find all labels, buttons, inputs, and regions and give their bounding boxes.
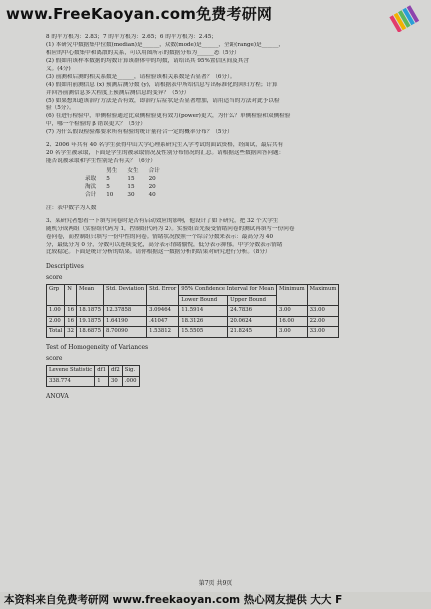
table-header-cell: 95% Confidence Interval for Mean <box>179 285 277 296</box>
table-header-cell: df2 <box>109 366 123 377</box>
q1-item: 并回答前测信息多大程度上预测后测信息的变异？（5分） <box>46 89 190 96</box>
table-row <box>47 316 339 327</box>
table-cell: 1 <box>95 376 109 387</box>
q1-item: 义。(4分) <box>46 65 71 72</box>
q1-item: (7) 为什么假设检验都要求所有检验的统计量符合一定的概率分布？（5分） <box>46 129 233 136</box>
table-header-cell: Grp <box>47 285 65 306</box>
table-header-row <box>47 366 140 377</box>
table-row <box>80 184 165 192</box>
table-header-cell: Std. Deviation <box>103 285 146 306</box>
q2-line: 20 名学生被录取，下面是学生的被录取情况及性别分布情况的汇总。请根据这些数据回答问题： <box>46 150 285 157</box>
table-cell: Total <box>47 327 65 338</box>
homogeneity-varname: score <box>46 354 63 362</box>
table-cell: 33.00 <box>307 327 339 338</box>
q1-block <box>46 42 418 137</box>
table-row <box>80 176 165 184</box>
table-header-cell: Levene Statistic <box>47 366 95 377</box>
admission-table <box>80 168 165 200</box>
table-header-cell: Sig. <box>122 366 139 377</box>
table-cell: 5 <box>106 183 110 190</box>
table-cell: 录取 <box>85 175 97 182</box>
q3-line: 比较稳定。下面是统计分析的结果。请你根据这一数据分析的结果对研究进行分析。（8分） <box>46 249 271 256</box>
table-row <box>80 192 165 200</box>
descriptives-table <box>46 284 339 338</box>
table-header-cell: 合计 <box>148 168 160 174</box>
table-cell: 22.00 <box>307 316 339 327</box>
table-cell: 合计 <box>85 191 97 198</box>
q1-item: 中，哪一个检验的 β 错误更大？（5分） <box>46 121 146 128</box>
q1-item: (5) 如果想知道该治疗方法是否有效，即治疗后症状是否显著增加，请用适当的方法对此予以检 <box>46 97 280 104</box>
table-header-row <box>80 168 165 176</box>
table-row <box>47 376 140 387</box>
q3-line: 3、某研究者想看一下填写问卷时是否有启动效应的影响，他设计了如下研究，把 32 个大学生 <box>46 217 279 224</box>
table-header-cell: Maximum <box>307 285 339 306</box>
table-header-row <box>47 285 339 296</box>
q3-line: 随机分成两组（实验组代码为 1，控制组代码为 2）。实验组首先接受情绪问卷的测试再填写一份问卷 <box>46 225 295 232</box>
table-cell: 18.3126 <box>179 316 228 327</box>
pretext: 8 的平方根为：2.83；7 的平方根为：2.65；6 的平方根为：2.45； <box>46 34 217 40</box>
table-cell: 11.5914 <box>179 306 228 317</box>
table-note: 注：表中数字为人数 <box>46 204 97 211</box>
table-cell: .000 <box>122 376 139 387</box>
table-header-cell: df1 <box>95 366 109 377</box>
table-cell: 淘汰 <box>85 183 97 190</box>
table-cell: 1.53812 <box>147 327 179 338</box>
table-cell: 40 <box>148 191 156 198</box>
table-header-cell: Upper Bound <box>228 295 277 306</box>
table-cell: 1.64190 <box>103 316 146 327</box>
table-cell: 16 <box>65 306 77 317</box>
q1-item: (2) 假如用该样本数据的均数计算该群体中的均数，请给出其 95%置信区间及其含 <box>46 57 249 64</box>
table-cell: 19.1875 <box>77 316 104 327</box>
table-cell: 3.00 <box>276 327 307 338</box>
table-cell: 21.8245 <box>228 327 277 338</box>
table-header-cell: Minimum <box>276 285 307 306</box>
table-header-cell <box>80 168 101 176</box>
table-cell: 18.6875 <box>77 327 104 338</box>
q1-item: (3) 前测和后测的相关系数是______，请检验该相关系数是否显著？（6分）。 <box>46 73 236 80</box>
table-cell: 32 <box>65 327 77 338</box>
page-number: 第7页 共9页 <box>198 580 233 587</box>
table-cell: 30 <box>109 376 123 387</box>
table-cell: 1.00 <box>47 306 65 317</box>
site-logo-icon <box>389 2 423 32</box>
table-row <box>47 327 339 338</box>
table-cell: 16 <box>65 316 77 327</box>
homogeneity-title: Test of Homogeneity of Variances <box>46 343 149 351</box>
q1-item: 验（5分）。 <box>46 105 75 112</box>
table-cell: 8.70090 <box>103 327 146 338</box>
q1-item: 相应的中心数集中和离散的关系，可以用图所示的数据分布为______态（5分） <box>46 49 240 56</box>
table-header-cell: Std. Error <box>147 285 179 306</box>
q3-block <box>46 218 418 258</box>
table-cell: 30 <box>127 191 135 198</box>
table-cell: 10 <box>106 191 114 198</box>
table-cell: 15 <box>127 175 135 182</box>
table-cell: 5 <box>106 175 110 182</box>
table-cell: 16.00 <box>276 316 307 327</box>
descriptives-title: Descriptives <box>46 263 84 271</box>
homogeneity-table <box>46 365 140 387</box>
table-header-cell: N <box>65 285 77 306</box>
table-cell: 3.00 <box>276 306 307 317</box>
q1-item: (6) 在进行检验中，单侧检验通过比双侧检验更有效力(power)更大，为什么？单侧检验和双侧检验 <box>46 113 291 120</box>
q3-line: 分，最低分为 0 分，分数可以连续变化，高分表示情绪愉悦，低分表示抑郁。中学分数表示情绪 <box>46 241 283 248</box>
anova-title: ANOVA <box>46 393 69 401</box>
table-cell: 12.37858 <box>103 306 146 317</box>
table-cell: 18.1875 <box>77 306 104 317</box>
table-cell: 338.774 <box>47 376 95 387</box>
table-cell: 20 <box>148 175 156 182</box>
table-cell: 2.00 <box>47 316 65 327</box>
q2-line: 2、2006 年共有 40 名学生获得中山大学心理系研究生入学考试的面试资格，经面试，最后共有 <box>46 142 284 149</box>
q2-line: 能否说被录取和学生性别是否有关？（6分） <box>46 158 156 165</box>
q3-line: 卷问卷，而控制组只填写一份中性的问卷。情绪状况按照一个综合分数来表示：最高分为 40 <box>46 233 274 240</box>
table-cell: 33.00 <box>307 306 339 317</box>
table-cell: 20.0624 <box>228 316 277 327</box>
table-cell: 24.7836 <box>228 306 277 317</box>
table-cell: 15 <box>127 183 135 190</box>
descriptives-varname: score <box>46 273 63 281</box>
q1-item: (1) 本研究中数据集中位数(median)是______，众数(mode)是______，全距(range)是______， <box>46 41 285 48</box>
table-cell: 3.09464 <box>147 306 179 317</box>
q1-item: (4) 假如用前测信息 (x) 预测后测分数 (y)，请根据表中所给信息写出标准化的回归方程；计算 <box>46 81 278 88</box>
table-header-cell: Lower Bound <box>179 295 228 306</box>
table-row <box>47 306 339 317</box>
table-header-cell: 女生 <box>127 168 139 174</box>
bottom-banner: 本资料来自免费考研网 www.freekaoyan.com 热心网友提供 大大 F <box>0 592 431 609</box>
table-header-cell: 男生 <box>106 168 118 174</box>
q2-block <box>46 142 418 213</box>
table-cell: 15.5505 <box>179 327 228 338</box>
table-cell: 20 <box>148 183 156 190</box>
site-watermark: www.FreeKaoyan.com免费考研网 <box>6 5 273 23</box>
table-cell: .41047 <box>147 316 179 327</box>
table-header-cell: Mean <box>77 285 104 306</box>
exam-content <box>46 34 418 402</box>
